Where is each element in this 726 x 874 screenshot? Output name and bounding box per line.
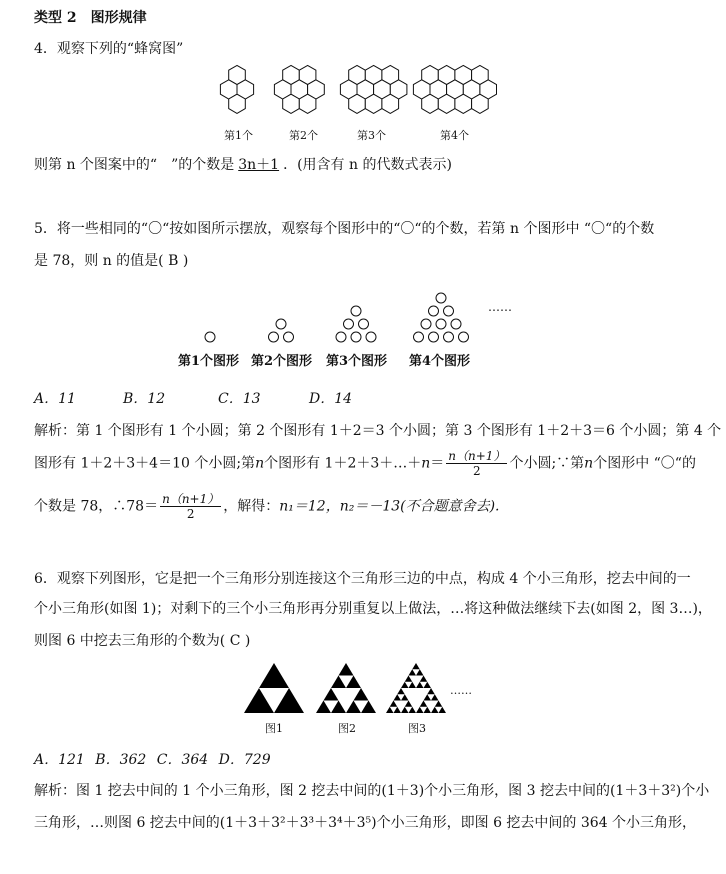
q4-label-1: 第1个 xyxy=(224,129,253,142)
small-circle xyxy=(436,293,446,303)
q6-option-a: A．121 xyxy=(34,752,85,768)
q6-solution-line2: 三角形，…则图 6 挖去中间的(1＋3＋3²＋3³＋3⁴＋3⁵)个小三角形，即图 6 挖去中间的 364 个小三角形， xyxy=(34,815,697,831)
q4-line-post: ．(用含有 n 的代数式表示) xyxy=(283,157,452,173)
hexagon-cell xyxy=(299,94,316,113)
sierpinski-figures xyxy=(0,661,726,721)
q5-fraction-1 xyxy=(446,449,507,478)
small-circle xyxy=(366,332,376,342)
small-circle xyxy=(276,319,286,329)
q6-stem-line3: 则图 6 中挖去三角形的个数为( C ) xyxy=(34,633,251,649)
q5-sol3-roots: n₁＝12，n₂＝－13(不合题意舍去). xyxy=(279,498,500,515)
q5-sol3-post: ，解得： xyxy=(223,498,280,515)
small-circle xyxy=(421,319,431,329)
q5-fraction-2 xyxy=(160,492,221,521)
small-circle xyxy=(336,332,346,342)
hexagon-cell xyxy=(349,94,366,113)
hexagon-cell xyxy=(422,94,439,113)
hexagon-cell xyxy=(382,94,399,113)
q6-label-3: 图3 xyxy=(408,722,426,735)
small-circle xyxy=(359,319,369,329)
q5-sol2-n: n xyxy=(255,455,265,472)
small-circle xyxy=(429,306,439,316)
q6-solution-line1: 解析：图 1 挖去中间的 1 个小三角形，图 2 挖去中间的(1＋3)个小三角形，图 3 挖去中间的(1＋3＋3²)个小 xyxy=(34,783,710,799)
q5-stem-line2: 是 78，则 n 的值是( B ) xyxy=(34,253,189,269)
small-circle xyxy=(444,306,454,316)
q5-label-3: 第3个图形 xyxy=(326,354,388,369)
hexagon-cell xyxy=(229,94,246,113)
q6-ellipsis: …… xyxy=(450,684,472,697)
hexagon-cell xyxy=(472,94,489,113)
small-circle xyxy=(344,319,354,329)
q5-ellipsis: …… xyxy=(488,300,512,314)
hexagon-cell xyxy=(438,94,455,113)
q4-label-4: 第4个 xyxy=(440,129,469,142)
q5-solution-line1: 解析：第 1 个图形有 1 个小圆；第 2 个图形有 1＋2＝3 个小圆；第 3 个图形有 1＋2＋3＝6 个小圆；第 4 个 xyxy=(34,423,722,439)
small-circle xyxy=(451,319,461,329)
q5-sol2-pre: 图形有 1＋2＋3＋4＝10 个小圆;第 xyxy=(34,455,256,472)
q4-label-2: 第2个 xyxy=(289,129,318,142)
q4-label-3: 第3个 xyxy=(357,129,386,142)
small-circle xyxy=(444,332,454,342)
q4-answer: 3n＋1 xyxy=(238,157,280,173)
q5-option-c: C．13 xyxy=(218,391,261,407)
small-circle xyxy=(351,306,361,316)
small-circle xyxy=(436,319,446,329)
q5-sol2-eq: ＝ xyxy=(430,455,445,472)
q5-sol2-n2: n xyxy=(421,455,431,472)
q5-frac1-den: 2 xyxy=(473,464,481,478)
q4-stem: 4．观察下列的“蜂窝图” xyxy=(34,41,184,57)
q5-sol2-n3: n xyxy=(584,455,594,472)
q5-frac2-den: 2 xyxy=(186,507,195,521)
q6-options xyxy=(34,749,271,769)
q5-frac1-num: n（n+1） xyxy=(448,449,506,463)
circle-triangle-figures xyxy=(0,283,726,353)
q6-option-d: D．729 xyxy=(218,752,271,768)
q5-label-2: 第2个图形 xyxy=(251,354,313,369)
q4-answer-line xyxy=(34,154,452,174)
q5-stem-line1: 5．将一些相同的“〇“按如图所示摆放，观察每个图形中的“〇“的个数，若第 n 个图形中 “〇“的个数 xyxy=(34,221,655,237)
small-circle xyxy=(459,332,469,342)
q5-option-a: A．11 xyxy=(34,391,76,407)
small-circle xyxy=(351,332,361,342)
q5-sol2-post: 个小圆;∵第 xyxy=(509,455,585,472)
q6-option-b: B．362 xyxy=(95,752,147,768)
q6-stem-line1: 6．观察下列图形，它是把一个三角形分别连接这个三角形三边的中点，构成 4 个小三角形，挖去中间的一 xyxy=(34,571,691,587)
small-circle xyxy=(284,332,294,342)
q5-option-b: B．12 xyxy=(123,391,166,407)
small-circle xyxy=(205,332,215,342)
section-title: 类型 2 图形规律 xyxy=(34,10,147,26)
q5-label-4: 第4个图形 xyxy=(409,354,471,369)
hexagon-cell xyxy=(455,94,472,113)
q5-solution-line3 xyxy=(34,492,500,521)
q5-frac2-num: n（n+1） xyxy=(162,492,220,506)
q5-sol2-post2: 个图形中 “〇“的 xyxy=(593,455,696,472)
small-circle xyxy=(269,332,279,342)
small-circle xyxy=(429,332,439,342)
q5-option-d: D．14 xyxy=(309,391,353,407)
q6-label-2: 图2 xyxy=(338,722,356,735)
q6-stem-line2: 个小三角形(如图 1)；对剩下的三个小三角形再分别重复以上做法，…将这种做法继续下去(如图 2，图 3…)， xyxy=(34,601,712,617)
q6-label-1: 图1 xyxy=(265,722,283,735)
hexagon-cell xyxy=(365,94,382,113)
q6-option-c: C．364 xyxy=(156,752,209,768)
q5-solution-line2 xyxy=(34,449,696,478)
q4-line-pre: 则第 n 个图案中的“ ”的个数是 xyxy=(34,157,235,173)
q5-sol2-mid: 个图形有 1＋2＋3＋…＋ xyxy=(264,455,422,472)
q5-label-1: 第1个图形 xyxy=(178,354,240,369)
hexagon-cell xyxy=(283,94,300,113)
small-circle xyxy=(414,332,424,342)
q5-sol3-pre: 个数是 78，∴78＝ xyxy=(34,498,159,515)
